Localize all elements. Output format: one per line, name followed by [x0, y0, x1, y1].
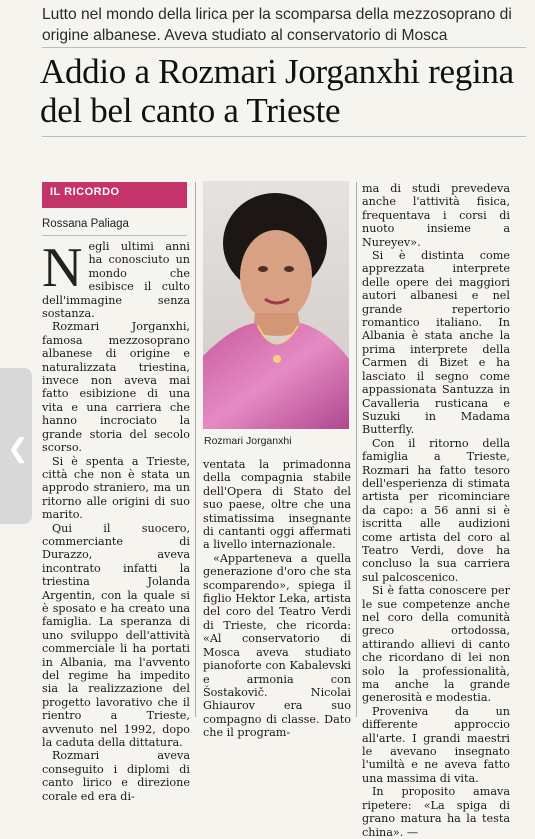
article-column-1: [42, 237, 190, 803]
drop-cap: N: [42, 237, 83, 299]
column-divider: [195, 182, 196, 717]
divider: [42, 136, 526, 137]
byline-underline: [42, 235, 187, 236]
paragraph: Si è spenta a Trieste, città che non è stata un approdo straniero, ma un ritorno alle origini di suo marito.: [42, 454, 190, 522]
paragraph: Si è distinta come apprezzata interprete delle opere dei maggiori autori albanesi e nel grande repertorio romantico italiano. In Albania è stata anche la prima interprete della Carmen di Bizet e ha lasciato il segno come appassionata Santuzza in Cavalleria rusticana e Suzuki in Madama Butterfly.: [362, 249, 510, 437]
article-column-2: [203, 458, 351, 740]
paragraph: «Apparteneva a quella generazione d'oro che sta scomparendo», spiega il figlio Hektor Leka, artista del coro del Teatro Verdi di Trieste, che ricorda: «Al conservatorio di Mosca aveva studiato pianoforte con Kabalevski e armonia con Šostakovič. Nicolai Ghiaurov era suo compagno di classe. Dato che il program-: [203, 551, 351, 740]
article-kicker: Lutto nel mondo della lirica per la scomparsa della mezzosoprano di origine albanese. Aveva studiato al conservatorio di Mosca: [42, 6, 512, 44]
divider: [42, 47, 526, 48]
column-divider: [356, 182, 357, 717]
photo-caption: Rozmari Jorganxhi: [204, 435, 292, 447]
section-label: IL RICORDO: [50, 186, 120, 198]
paragraph: Rozmari aveva conseguito i diplomi di canto lirico e direzione corale ed era di-: [42, 749, 190, 803]
portrait-photo: [203, 181, 349, 429]
article-column-3: [362, 182, 510, 839]
paragraph: egli ultimi anni ha conosciuto un mondo che esibisce il culto dell'immagine senza sostanza.: [42, 240, 190, 321]
paragraph: Qui il suocero, commerciante di Durazzo, aveva incontrato infatti la triestina Jolanda Argentin, con la quale si è sposato e ha creato una famiglia. La speranza di uno sviluppo dell'attività commerciale li ha portati in Albania, ma l'avvento del regime ha impedito sia la realizzazione del progetto lavorativo che il rientro a Trieste, avvenuto nel 1992, dopo la caduta della dittatura.: [42, 521, 190, 750]
paragraph: Proveniva da un differente approccio all'arte. I grandi maestri le avevano insegnato l'umiltà e ne aveva fatto una massima di vita.: [362, 704, 510, 785]
paragraph: In proposito amava ripetere: «La spiga di grano matura ha la testa china». —: [362, 785, 510, 839]
paragraph: Si è fatta conoscere per le sue competenze anche nel coro della comunità greco ortodossa, attirando allievi di canto che ricordano di lei non solo la professionalità, ma anche la grande generosità e modestia.: [362, 584, 510, 705]
paragraph: Con il ritorno della famiglia a Trieste, Rozmari ha fatto tesoro dell'esperienza di stimata artista per ricominciare da capo: a 56 anni si è iscritta alle audizioni come artista del coro al Teatro Verdi, dove ha concluso la sua carriera sul palcoscenico.: [362, 436, 510, 584]
article-headline: Addio a Rozmari Jorganxhi regina del bel canto a Trieste: [40, 52, 514, 130]
chevron-left-icon[interactable]: ❮: [7, 434, 29, 464]
portrait-image: [203, 181, 349, 429]
paragraph: ma di studi prevedeva anche l'attività fisica, frequentava i corsi di nuoto insieme a Nureyev».: [362, 182, 510, 249]
paragraph: Rozmari Jorganxhi, famosa mezzosoprano albanese di origine e naturalizzata triestina, invece non aveva mai fatto esibizione di una vita e una carriera che hanno incrociato la grande storia del secolo scorso.: [42, 320, 190, 455]
byline: Rossana Paliaga: [42, 218, 129, 230]
paragraph: ventata la primadonna della compagnia stabile dell'Opera di Stato del suo paese, oltre che una stimatissima insegnante di cantanti oggi affermati a livello internazionale.: [203, 458, 351, 552]
